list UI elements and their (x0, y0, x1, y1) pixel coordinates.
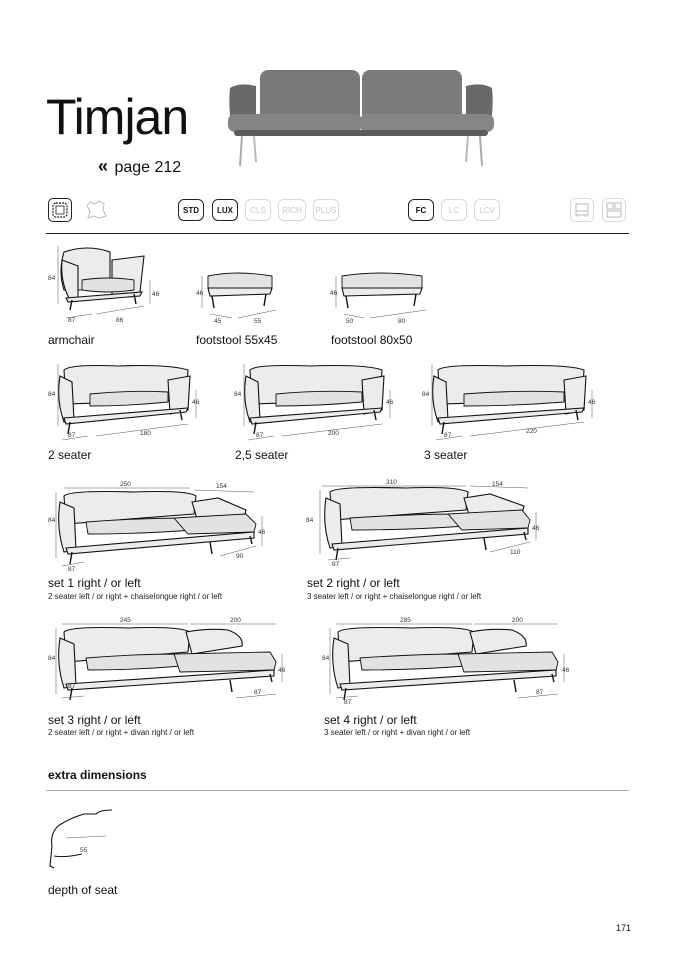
set4-description: 3 seater left / or right + divan right / or left (324, 728, 471, 737)
set1-description: 2 seater left / or right + chaiselongue right / or left (48, 592, 223, 601)
depth-of-seat-drawing (44, 806, 124, 876)
leather-hide-icon (84, 198, 110, 222)
chair-outline-icon (573, 201, 591, 219)
set2-dim-depth: 87 (332, 561, 340, 568)
armchair-label: armchair (48, 333, 95, 347)
set1-dim-depth: 87 (68, 566, 76, 573)
armchair-dim-seat: 46 (152, 291, 160, 298)
set3-dim-depth: 87 (68, 683, 76, 690)
set3-dim-seat: 46 (278, 667, 286, 674)
armchair-drawing (48, 242, 158, 330)
extra-dimensions-divider (46, 790, 629, 791)
badge-lux[interactable]: LUX (212, 199, 238, 221)
seater-3-dim-seat: 46 (588, 399, 596, 406)
badge-rich[interactable]: RICH (278, 199, 306, 221)
grid-outline-icon (605, 201, 623, 219)
badge-std[interactable]: STD (178, 199, 204, 221)
set2-description: 3 seater left / or right + chaiselongue right / or left (307, 592, 482, 601)
badge-cls[interactable]: CLS (245, 199, 271, 221)
seater-2-dim-height: 84 (48, 391, 56, 398)
set3-drawing (48, 616, 292, 712)
set3-dim-length: 245 (120, 617, 131, 624)
back-arrows-icon: « (98, 156, 109, 176)
set2-dim-chaise-depth: 110 (510, 549, 521, 556)
set4-dim-length: 285 (400, 617, 411, 624)
seater-2-dim-width: 180 (140, 430, 151, 437)
footstool-55-label: footstool 55x45 (196, 333, 278, 347)
set1-dim-chaise: 154 (216, 483, 227, 490)
set3-dim-divan-depth: 87 (254, 689, 262, 696)
badge-lc[interactable]: LC (441, 199, 467, 221)
seater-3-label: 3 seater (424, 448, 468, 462)
badge-fc[interactable]: FC (408, 199, 434, 221)
module-grid-icon[interactable] (602, 198, 626, 222)
fabric-pattern-icon[interactable] (48, 198, 72, 222)
footstool-80-label: footstool 80x50 (331, 333, 413, 347)
footstool-80-dim-depth: 50 (346, 318, 354, 325)
seater-25-dim-width: 200 (328, 430, 339, 437)
page-reference-text: page 212 (114, 159, 182, 176)
set4-dim-divan-depth: 87 (536, 689, 544, 696)
set1-dim-seat: 46 (258, 529, 266, 536)
badge-plus[interactable]: PLUS (313, 199, 339, 221)
set1-dim-chaise-depth: 90 (236, 553, 244, 560)
set4-dim-height: 84 (322, 655, 330, 662)
header-divider (46, 233, 629, 234)
seater-25-label: 2,5 seater (235, 448, 289, 462)
seater-25-dim-seat: 46 (386, 399, 394, 406)
fabric-swatch-icon (51, 201, 69, 219)
set2-label: set 2 right / or left (307, 576, 400, 590)
depth-of-seat-dim: 55 (80, 847, 88, 854)
page-title: Timjan (46, 89, 189, 145)
seater-25-drawing (234, 360, 404, 446)
set4-label: set 4 right / or left (324, 713, 417, 727)
set4-dim-depth: 87 (344, 699, 352, 706)
page-number: 171 (616, 923, 632, 933)
set3-description: 2 seater left / or right + divan right / or left (48, 728, 195, 737)
page-reference[interactable] (98, 156, 181, 177)
set1-label: set 1 right / or left (48, 576, 141, 590)
set3-dim-divan: 200 (230, 617, 241, 624)
module-chair-icon[interactable] (570, 198, 594, 222)
set3-label: set 3 right / or left (48, 713, 141, 727)
depth-of-seat-label: depth of seat (48, 883, 118, 897)
set2-dim-seat: 46 (532, 525, 540, 532)
extra-dimensions-heading: extra dimensions (48, 768, 147, 782)
set4-drawing (322, 616, 576, 712)
seater-3-dim-depth: 87 (444, 432, 452, 439)
seater-2-dim-depth: 87 (68, 432, 76, 439)
seater-2-drawing (48, 360, 208, 446)
set4-dim-seat: 46 (562, 667, 570, 674)
footstool-80-dim-width: 80 (398, 318, 406, 325)
footstool-80-drawing (330, 268, 430, 330)
set1-dim-length: 250 (120, 481, 131, 488)
armchair-dim-width: 86 (116, 317, 124, 324)
seater-3-drawing (422, 360, 602, 446)
seater-3-dim-height: 84 (422, 391, 430, 398)
set1-dim-height: 84 (48, 517, 56, 524)
seater-25-dim-depth: 87 (256, 432, 264, 439)
footstool-55-drawing (196, 268, 286, 330)
footstool-55-dim-height: 46 (196, 290, 204, 297)
seater-2-dim-seat: 46 (192, 399, 200, 406)
set2-dim-height: 84 (306, 517, 314, 524)
seater-2-label: 2 seater (48, 448, 92, 462)
badge-lcv[interactable]: LCV (474, 199, 500, 221)
footstool-80-dim-height: 46 (330, 290, 338, 297)
seater-3-dim-width: 220 (526, 428, 537, 435)
armchair-dim-depth: 87 (68, 317, 76, 324)
set2-drawing (306, 478, 546, 574)
set2-dim-length: 310 (386, 479, 397, 486)
sofa-product-image (226, 66, 496, 174)
set1-drawing (48, 478, 270, 574)
set2-dim-chaise: 154 (492, 481, 503, 488)
leather-icon[interactable] (84, 198, 110, 222)
seater-25-dim-height: 84 (234, 391, 242, 398)
armchair-dim-height: 84 (48, 275, 56, 282)
set4-dim-divan: 200 (512, 617, 523, 624)
footstool-55-dim-depth: 45 (214, 318, 222, 325)
set3-dim-height: 84 (48, 655, 56, 662)
footstool-55-dim-width: 55 (254, 318, 262, 325)
